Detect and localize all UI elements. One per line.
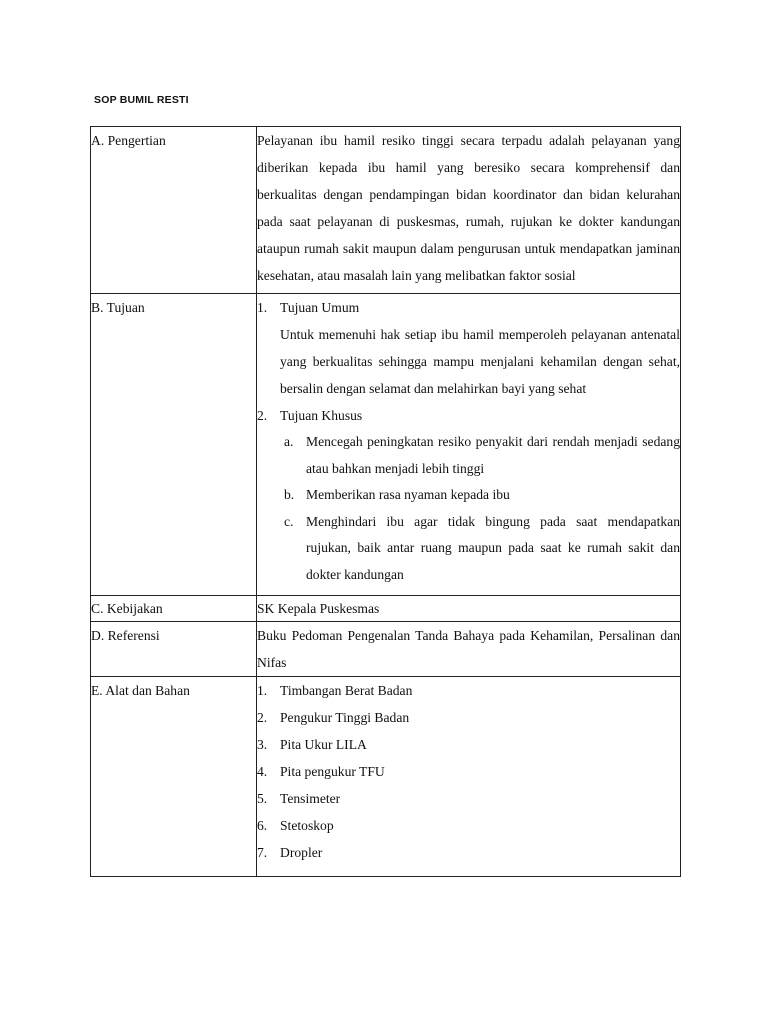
alat-item	[257, 785, 680, 812]
list-number: 1.	[257, 300, 268, 315]
alat-item	[257, 731, 680, 758]
label-alat-bahan: E. Alat dan Bahan	[91, 676, 257, 876]
list-number: 5.	[257, 790, 268, 806]
sub-list-text: Memberikan rasa nyaman kepada ibu	[306, 487, 510, 503]
referensi-text: Buku Pedoman Pengenalan Tanda Bahaya pada Kehamilan, Persalinan dan Nifas	[257, 627, 680, 670]
alat-item	[257, 812, 680, 839]
row-pengertian	[91, 127, 681, 294]
sop-table	[90, 126, 681, 877]
list-number: 7.	[257, 844, 268, 860]
list-number: 1.	[257, 682, 268, 698]
alat-item-text: Pita Ukur LILA	[280, 736, 367, 752]
tujuan-umum-text: Untuk memenuhi hak setiap ibu hamil memperoleh pelayanan antenatal yang berkualitas sehingga mampu menjalani kehamilan dengan sehat, bersalin dengan selamat dan melahirkan bayi yang sehat	[280, 327, 680, 396]
label-tujuan: B. Tujuan	[91, 294, 257, 596]
content-kebijakan: SK Kepala Puskesmas	[257, 595, 681, 621]
sub-list-letter: a.	[284, 434, 294, 449]
alat-item-text: Tensimeter	[280, 790, 341, 806]
sub-list-letter: c.	[284, 513, 294, 529]
row-kebijakan	[91, 595, 681, 621]
content-referensi	[257, 621, 681, 676]
alat-item	[257, 758, 680, 785]
content-tujuan	[257, 294, 681, 596]
list-number: 2.	[257, 709, 268, 725]
content-alat-bahan	[257, 676, 681, 876]
alat-item	[257, 839, 680, 866]
alat-item	[257, 677, 680, 704]
alat-item-text: Pita pengukur TFU	[280, 763, 385, 779]
list-number: 4.	[257, 763, 268, 779]
sub-list-item	[280, 509, 680, 589]
alat-item-text: Timbangan Berat Badan	[280, 682, 413, 698]
sub-list-letter: b.	[284, 487, 295, 503]
list-number: 3.	[257, 736, 268, 752]
sub-list-item	[280, 482, 680, 509]
alat-item-text: Stetoskop	[280, 817, 334, 833]
alat-item-text: Pengukur Tinggi Badan	[280, 709, 410, 725]
row-referensi	[91, 621, 681, 676]
sub-list-text: Mencegah peningkatan resiko penyakit dari rendah menjadi sedang atau bahkan menjadi lebih tinggi	[306, 434, 680, 476]
row-alat-bahan	[91, 676, 681, 876]
list-number: 6.	[257, 817, 268, 833]
label-referensi: D. Referensi	[91, 621, 257, 676]
label-kebijakan: C. Kebijakan	[91, 595, 257, 621]
tujuan-umum-title: Tujuan Umum	[280, 300, 360, 315]
list-number: 2.	[257, 408, 268, 423]
tujuan-item	[257, 402, 680, 429]
tujuan-khusus-list	[280, 429, 680, 589]
content-pengertian	[257, 127, 681, 294]
tujuan-khusus-title: Tujuan Khusus	[280, 408, 363, 423]
row-tujuan	[91, 294, 681, 596]
tujuan-item	[257, 294, 680, 402]
label-pengertian: A. Pengertian	[91, 127, 257, 294]
sub-list-item	[280, 429, 680, 482]
pengertian-text: Pelayanan ibu hamil resiko tinggi secara terpadu adalah pelayanan yang diberikan kepada ibu hamil yang beresiko secara komprehensif dan berkualitas dengan pendampingan bidan koordinator dan bidan kelurahan pada saat pelayanan di puskesmas, rumah, rujukan ke dokter kandungan ataupun rumah sakit maupun dalam pengurusan untuk mendapatkan jaminan kesehatan, atau masalah lain yang melibatkan faktor sosial	[257, 133, 680, 283]
alat-item-text: Dropler	[280, 844, 323, 860]
alat-item	[257, 704, 680, 731]
sub-list-text: Menghindari ibu agar tidak bingung pada saat mendapatkan rujukan, baik antar ruang maupun pada saat ke rumah sakit dan dokter kandungan	[306, 513, 680, 582]
document-title: SOP BUMIL RESTI	[94, 94, 189, 106]
